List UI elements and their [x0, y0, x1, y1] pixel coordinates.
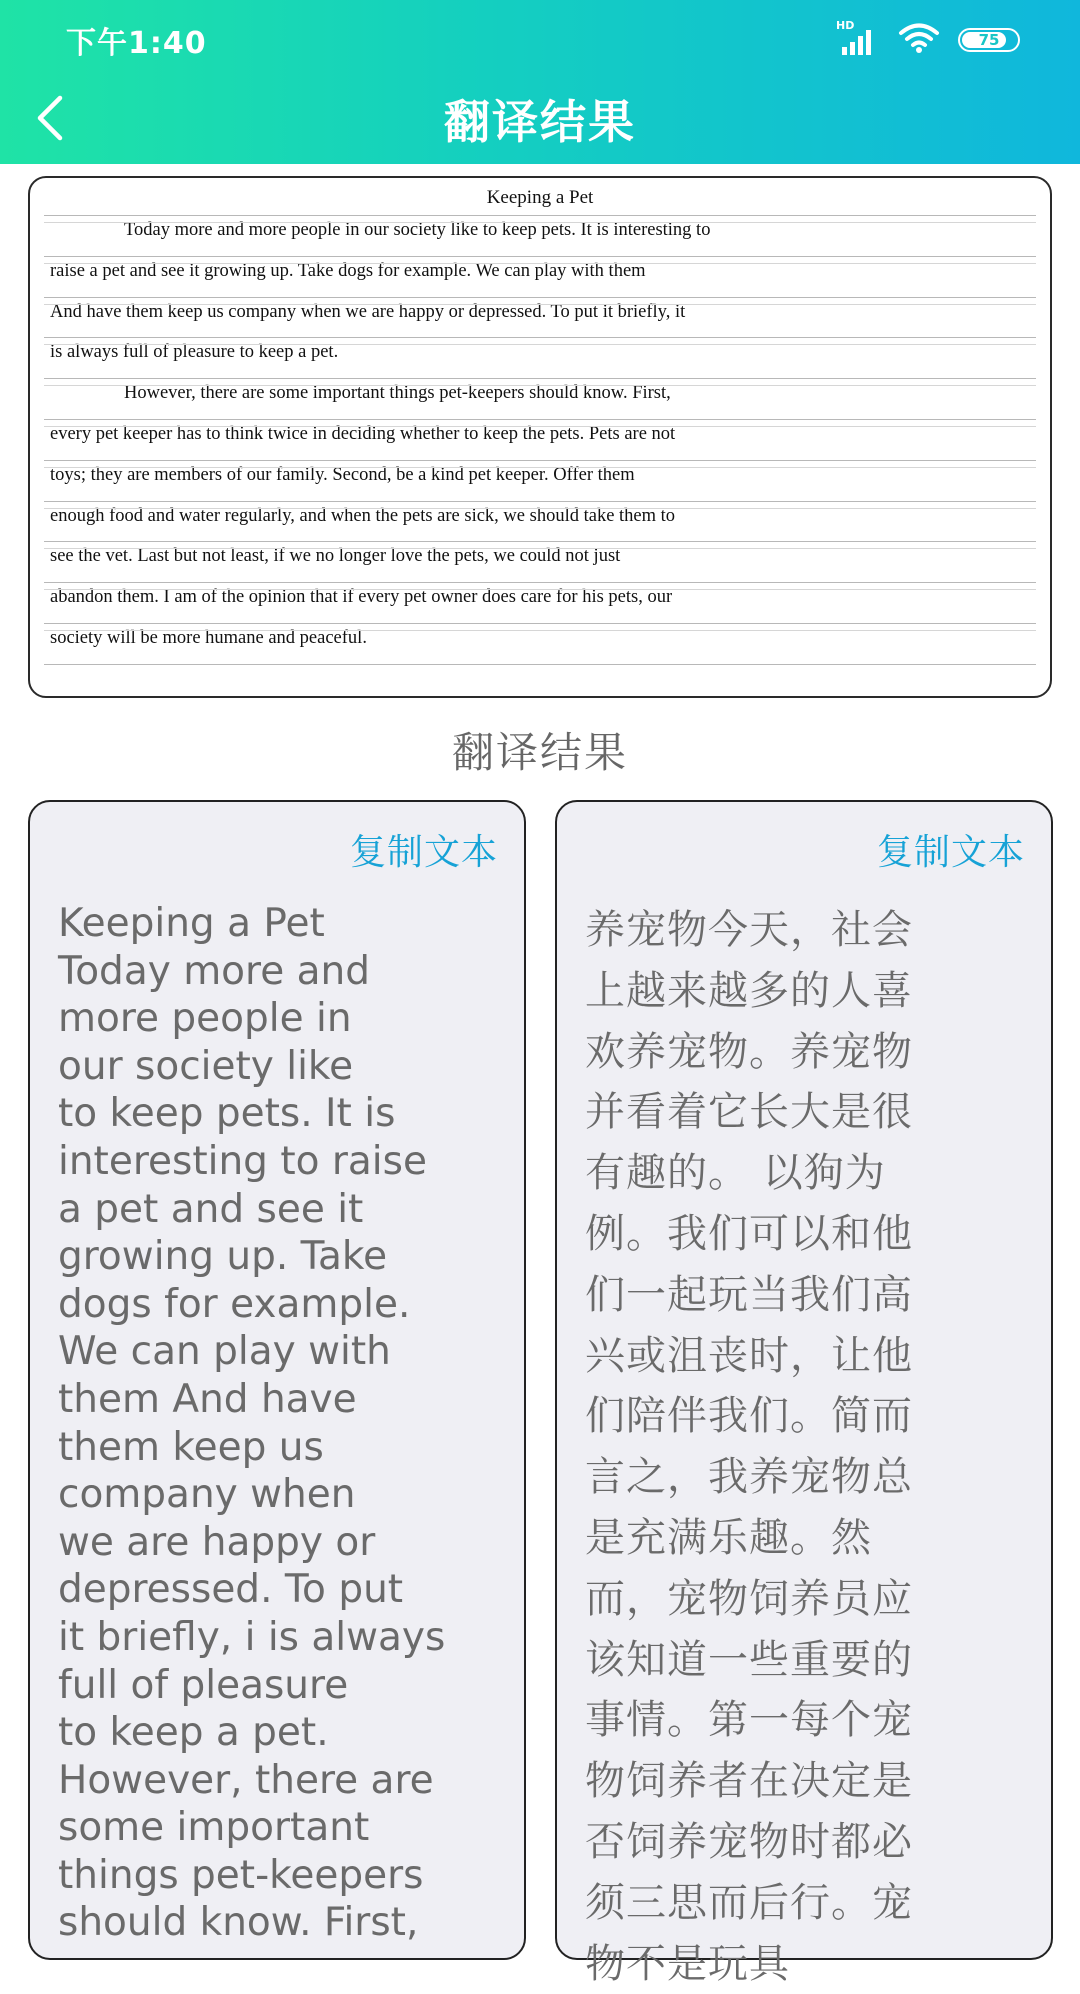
translated-text-line: 否饲养宠物时都必 [585, 1818, 913, 1865]
source-text-line: a pet and see it [58, 1186, 364, 1232]
document-line: is always full of pleasure to keep a pet. [44, 338, 1036, 379]
translated-text-line: 并看着它长大是很 [585, 1089, 913, 1136]
document-line: However, there are some important things pet-keepers should know. First, [44, 379, 1036, 420]
translated-text-line: 该知道一些重要的 [585, 1636, 913, 1683]
translated-text-line: 养宠物今天，社会 [585, 907, 913, 953]
source-text-line: to keep a pet. [58, 1710, 329, 1756]
section-title: 翻译结果 [451, 728, 628, 777]
source-text[interactable] [58, 900, 502, 1947]
translated-text-line: 例。我们可以和他 [585, 1210, 913, 1257]
source-text-line: However, there are [58, 1757, 434, 1803]
document-line: enough food and water regularly, and when the pets are sick, we should take them to [44, 502, 1036, 543]
source-text-line: Keeping a Pet [58, 901, 325, 946]
translated-text-line: 们陪伴我们。简而 [585, 1393, 913, 1440]
translated-text-line: 言之，我养宠物总 [585, 1454, 913, 1501]
document-line: Today more and more people in our society like to keep pets. It is interesting to [44, 216, 1036, 257]
translated-text[interactable] [585, 900, 1029, 1994]
wifi-icon [898, 22, 940, 58]
source-text-line: them And have [58, 1376, 357, 1422]
app-header [0, 0, 1080, 164]
source-text-line: depressed. To put [58, 1567, 404, 1613]
document-line: toys; they are members of our family. Second, be a kind pet keeper. Offer them [44, 461, 1036, 502]
source-text-line: should know. First, [58, 1900, 419, 1946]
copy-source-text-button[interactable]: 复制文本 [349, 832, 498, 873]
document-line: every pet keeper has to think twice in deciding whether to keep the pets. Pets are not [44, 420, 1036, 461]
translated-text-line: 是充满乐趣。然 [585, 1514, 872, 1561]
source-text-line: growing up. Take [58, 1234, 388, 1280]
translated-text-line: 有趣的。 以狗为 [585, 1150, 886, 1197]
translated-text-line: 须三思而后行。宠 [585, 1879, 913, 1926]
source-text-line: full of pleasure [58, 1662, 349, 1708]
status-time: 下午1:40 [66, 26, 207, 61]
source-text-line: our society like [58, 1043, 354, 1089]
scanned-document-image[interactable] [28, 176, 1052, 698]
source-text-line: Today more and [58, 948, 370, 994]
source-text-line: some important [58, 1805, 370, 1851]
source-text-line: things pet-keepers [58, 1852, 424, 1898]
translated-text-line: 上越来越多的人喜 [585, 967, 913, 1014]
source-text-line: more people in [58, 996, 352, 1042]
translated-text-line: 而，宠物饲养员应 [585, 1575, 913, 1622]
translated-text-line: 事情。第一每个宠 [585, 1697, 913, 1744]
source-text-line: to keep pets. It is [58, 1091, 396, 1137]
source-text-line: it briefly, i is always [58, 1614, 446, 1660]
document-line: society will be more humane and peaceful. [44, 624, 1036, 665]
document-title: Keeping a Pet [44, 186, 1036, 216]
document-line: And have them keep us company when we are happy or depressed. To put it briefly, it [44, 298, 1036, 339]
translated-text-line: 物饲养者在决定是 [585, 1758, 913, 1805]
source-text-card [28, 800, 526, 1960]
source-text-line: dogs for example. [58, 1281, 411, 1327]
battery-level: 75 [978, 31, 1000, 49]
document-content [44, 186, 1036, 688]
document-line: abandon them. I am of the opinion that if every pet owner does care for his pets, our [44, 583, 1036, 624]
nav-bar [0, 78, 1080, 164]
source-text-line: them keep us [58, 1424, 324, 1470]
translated-text-line: 欢养宠物。养宠物 [585, 1028, 913, 1075]
source-text-line: interesting to raise [58, 1138, 427, 1184]
document-line: raise a pet and see it growing up. Take dogs for example. We can play with them [44, 257, 1036, 298]
cellular-signal-icon [836, 19, 880, 57]
translated-text-line: 兴或沮丧时，让他 [585, 1332, 913, 1379]
document-line: see the vet. Last but not least, if we no longer love the pets, we could not just [44, 542, 1036, 583]
page-title: 翻译结果 [444, 95, 636, 149]
status-icons [836, 19, 1020, 58]
battery-icon [958, 28, 1020, 52]
network-label: HD [836, 19, 855, 32]
translated-text-line: 们一起玩当我们高 [585, 1271, 913, 1318]
translation-card [555, 800, 1053, 1987]
status-bar [0, 0, 1080, 78]
source-text-line: we are happy or [58, 1519, 376, 1565]
source-text-line: We can play with [58, 1329, 391, 1375]
source-text-line: company when [58, 1472, 356, 1518]
translated-text-line: 物不是玩具 [585, 1940, 790, 1987]
copy-translation-button[interactable]: 复制文本 [876, 832, 1025, 873]
